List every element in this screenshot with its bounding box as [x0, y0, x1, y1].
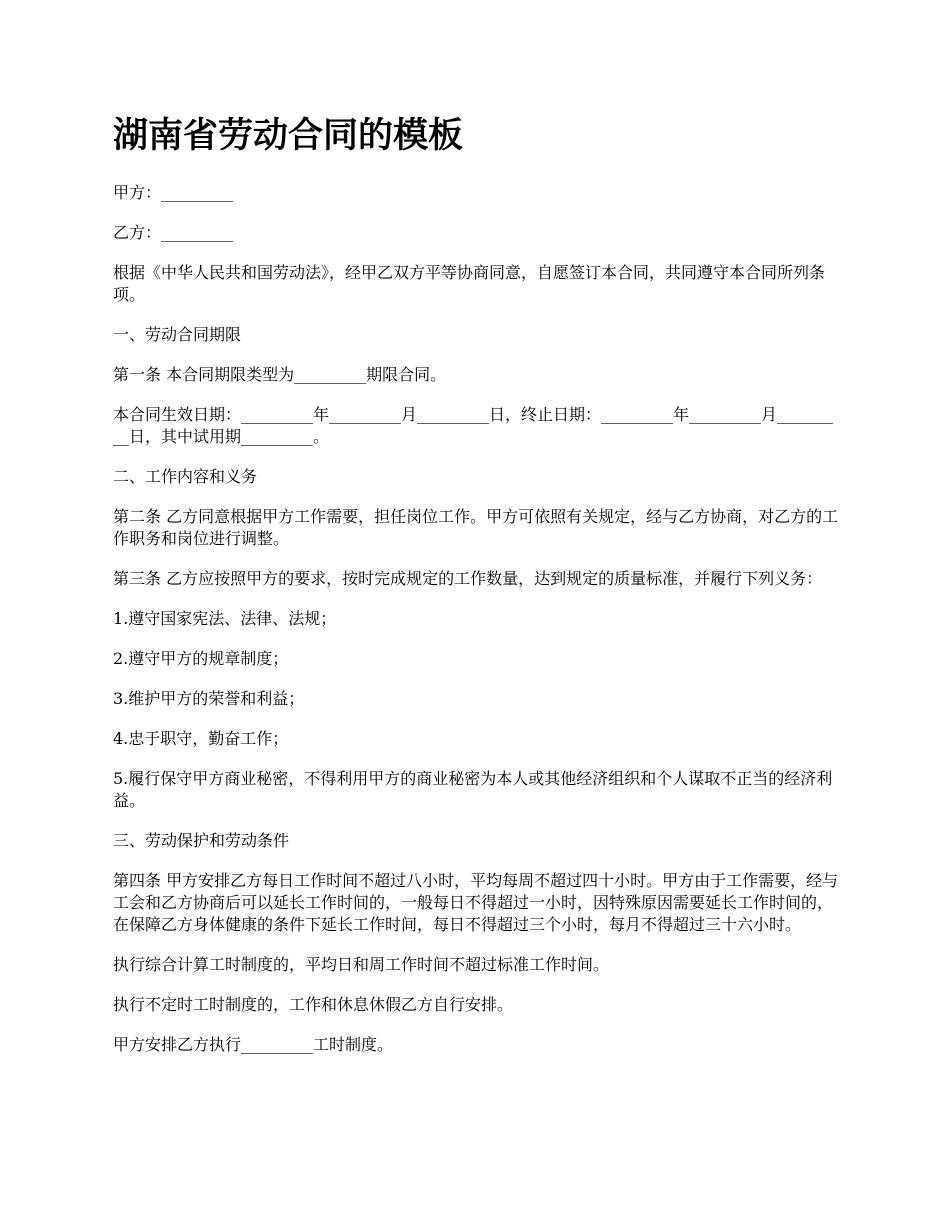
duty-item-1: 1.遵守国家宪法、法律、法规； [113, 609, 337, 628]
duty-item-2: 2.遵守甲方的规章制度； [113, 649, 289, 668]
article-3-paragraph: 第三条 乙方应按照甲方的要求，按时完成规定的工作数量，达到规定的质量标准，并履行下列义务： [113, 569, 823, 588]
flexible-hours-paragraph: 执行不定时工时制度的，工作和休息休假乙方自行安排。 [113, 995, 514, 1014]
party-a-line: 甲方：_________ [113, 183, 234, 202]
document-body [113, 108, 839, 1074]
section-heading-contract-term: 一、劳动合同期限 [113, 325, 242, 344]
document-title: 湖南省劳动合同的模板 [113, 116, 464, 156]
section-heading-work-duties: 二、工作内容和义务 [113, 467, 258, 486]
article-2-paragraph: 第二条 乙方同意根据甲方工作需要，担任岗位工作。甲方可依照有关规定，经与乙方协商，对乙方的工作职务和岗位进行调整。 [113, 507, 839, 548]
duty-item-4: 4.忠于职守，勤奋工作； [113, 729, 289, 748]
section-heading-labor-protection: 三、劳动保护和劳动条件 [113, 831, 290, 850]
comprehensive-hours-paragraph: 执行综合计算工时制度的，平均日和周工作时间不超过标准工作时间。 [113, 955, 610, 974]
article-1-paragraph: 第一条 本合同期限类型为_________期限合同。 [113, 365, 447, 384]
article-4-paragraph: 第四条 甲方安排乙方每日工作时间不超过八小时，平均每周不超过四十小时。甲方由于工作需要，经与工会和乙方协商后可以延长工作时间的，一般每日不得超过一小时，因特殊原因需要延长工作时间的，在保障乙方身体健康的条件下延长工作时间，每日不得超过三个小时，每月不得超过三十六小时。 [113, 871, 839, 934]
working-hours-system-paragraph: 甲方安排乙方执行_________工时制度。 [113, 1035, 394, 1054]
party-b-line: 乙方：_________ [113, 223, 234, 242]
duty-item-5: 5.履行保守甲方商业秘密，不得利用甲方的商业秘密为本人或其他经济组织和个人谋取不正当的经济利益。 [113, 769, 833, 810]
duty-item-3: 3.维护甲方的荣誉和利益； [113, 689, 305, 708]
preamble-paragraph: 根据《中华人民共和国劳动法》，经甲乙双方平等协商同意，自愿签订本合同，共同遵守本合同所列条项。 [113, 263, 826, 304]
effective-date-paragraph: 本合同生效日期：_________年_________月_________日，终止日期：_________年_________月_________日，其中试用期_________。 [113, 405, 834, 446]
